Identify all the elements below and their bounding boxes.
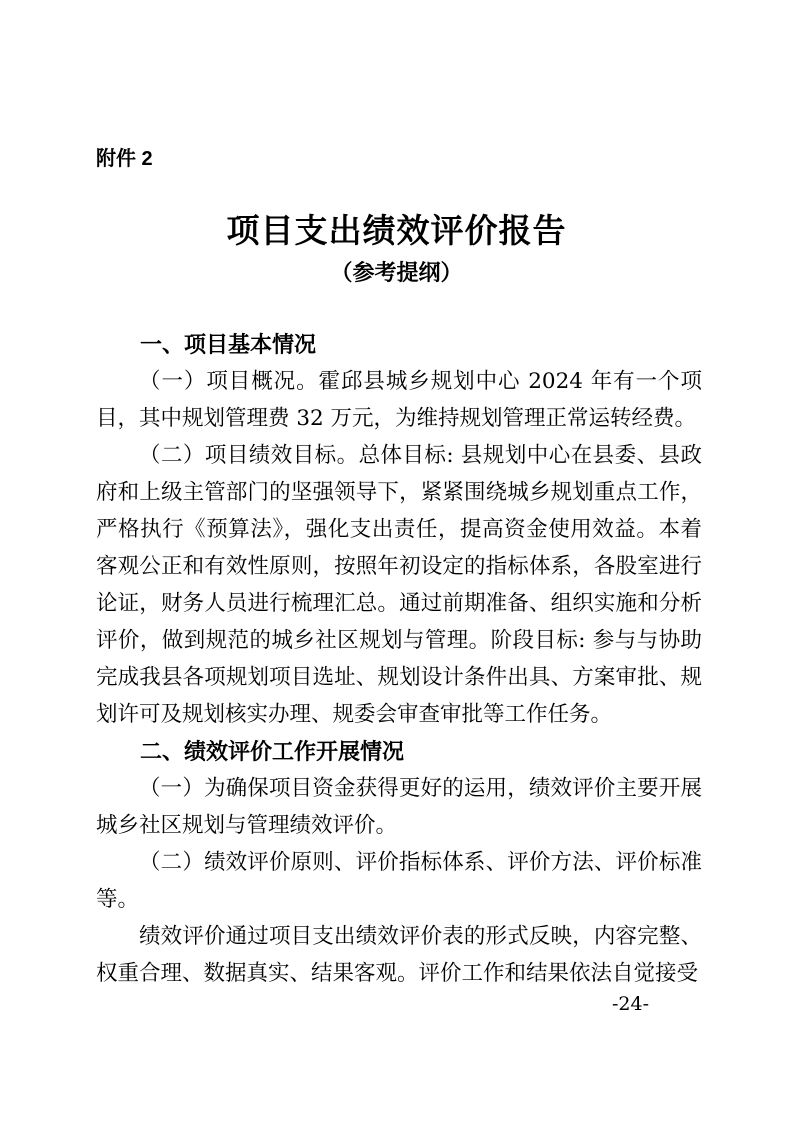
document-title: 项目支出绩效评价报告: [226, 212, 567, 249]
section-heading-1: 一、项目基本情况: [140, 332, 317, 357]
document-body: [96, 326, 702, 992]
attachment-label: 附件 2: [96, 148, 153, 170]
paragraph-evaluation-principles: （二）绩效评价原则、评价指标体系、评价方法、评价标准等。: [96, 850, 702, 912]
paragraph-performance-goals: （二）项目绩效目标。总体目标: 县规划中心在县委、县政府和上级主管部门的坚强领导下，紧紧围绕城乡规划重点工作，严格执行《预算法》，强化支出责任，提高资金使用效益。本着客观公正和有效性原则，按照年初设定的指标体系，各股室进行论证，财务人员进行梳理汇总。通过前期准备、组织实施和分析评价，做到规范的城乡社区规划与管理。阶段目标: 参与与协助完成我县各项规划项目选址、规划设计条件出具、方案审批、规划许可及规划核实办理、规委会审查审批等工作任务。: [96, 443, 702, 727]
page-number: -24-: [612, 993, 650, 1015]
paragraph-evaluation-form: 绩效评价通过项目支出绩效评价表的形式反映，内容完整、权重合理、数据真实、结果客观。评价工作和结果依法自觉接受: [96, 924, 702, 986]
paragraph-evaluation-scope: （一）为确保项目资金获得更好的运用，绩效评价主要开展城乡社区规划与管理绩效评价。: [96, 776, 702, 838]
paragraph-project-overview: （一）项目概况。霍邱县城乡规划中心 2024 年有一个项目，其中规划管理费 32 万元，为维持规划管理正常运转经费。: [96, 369, 702, 431]
section-heading-2: 二、绩效评价工作开展情况: [140, 739, 405, 764]
document-subtitle: （参考提纲）: [330, 260, 463, 286]
